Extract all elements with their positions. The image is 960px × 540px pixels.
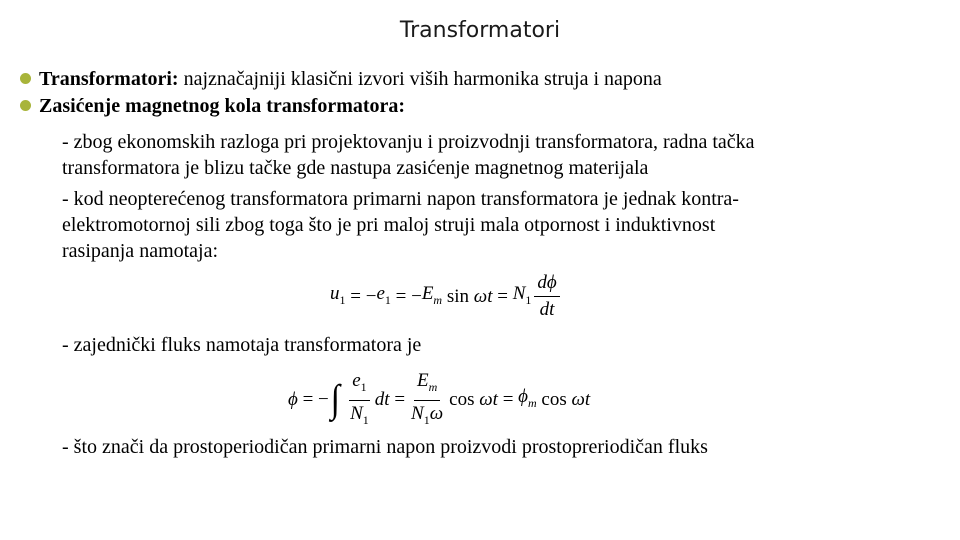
paragraph-1 — [62, 129, 922, 181]
bullet-dot-icon — [20, 73, 31, 84]
paragraph-4-line-1: - što znači da prostoperiodičan primarni napon proizvodi prostopreriodičan fluks — [62, 436, 708, 458]
paragraph-2 — [62, 186, 922, 264]
bullet-2-bold: Zasićenje magnetnog kola transformatora: — [39, 95, 406, 117]
bullet-1-text: najznačajniji klasični izvori viših harmonika struja i napona — [178, 68, 662, 90]
paragraph-2-line-2: elektromotornoj sili zbog toga što je pri maloj struji mala otpornost i induktivnost — [62, 214, 716, 236]
paragraph-1-line-1: - zbog ekonomskih razloga pri projektovanju i proizvodnji transformatora, radna tačka — [62, 131, 755, 153]
paragraph-2-line-3: rasipanja namotaja: — [62, 240, 219, 262]
bullet-item-1 — [20, 66, 662, 92]
paragraph-4 — [62, 434, 922, 460]
bullet-1-bold: Transformatori: — [39, 68, 179, 90]
paragraph-1-line-2: transformatora je blizu tačke gde nastupa zasićenje magnetnog materijala — [62, 157, 649, 179]
paragraph-3-line-1: - zajednički fluks namotaja transformatora je — [62, 334, 422, 356]
paragraph-3 — [62, 332, 922, 358]
bullet-dot-icon — [20, 100, 31, 111]
slide-title: Transformatori — [399, 18, 561, 43]
bullet-item-2 — [20, 93, 405, 119]
equation-1: $u_1$ = − $e_1$ = − $E_m$ sin ωt = $N_1$ $\frac{d\phi}{dt}$ — [330, 272, 563, 321]
equation-2: ϕ = − ∫ $\frac{e_1}{N_1}$ dt = $\frac{E_m}{N_1\omega}$ cos ωt = $\phi_m$ cos ωt — [288, 370, 591, 427]
paragraph-2-line-1: - kod neopterećenog transformatora primarni napon transformatora je jednak kontra- — [62, 188, 739, 210]
